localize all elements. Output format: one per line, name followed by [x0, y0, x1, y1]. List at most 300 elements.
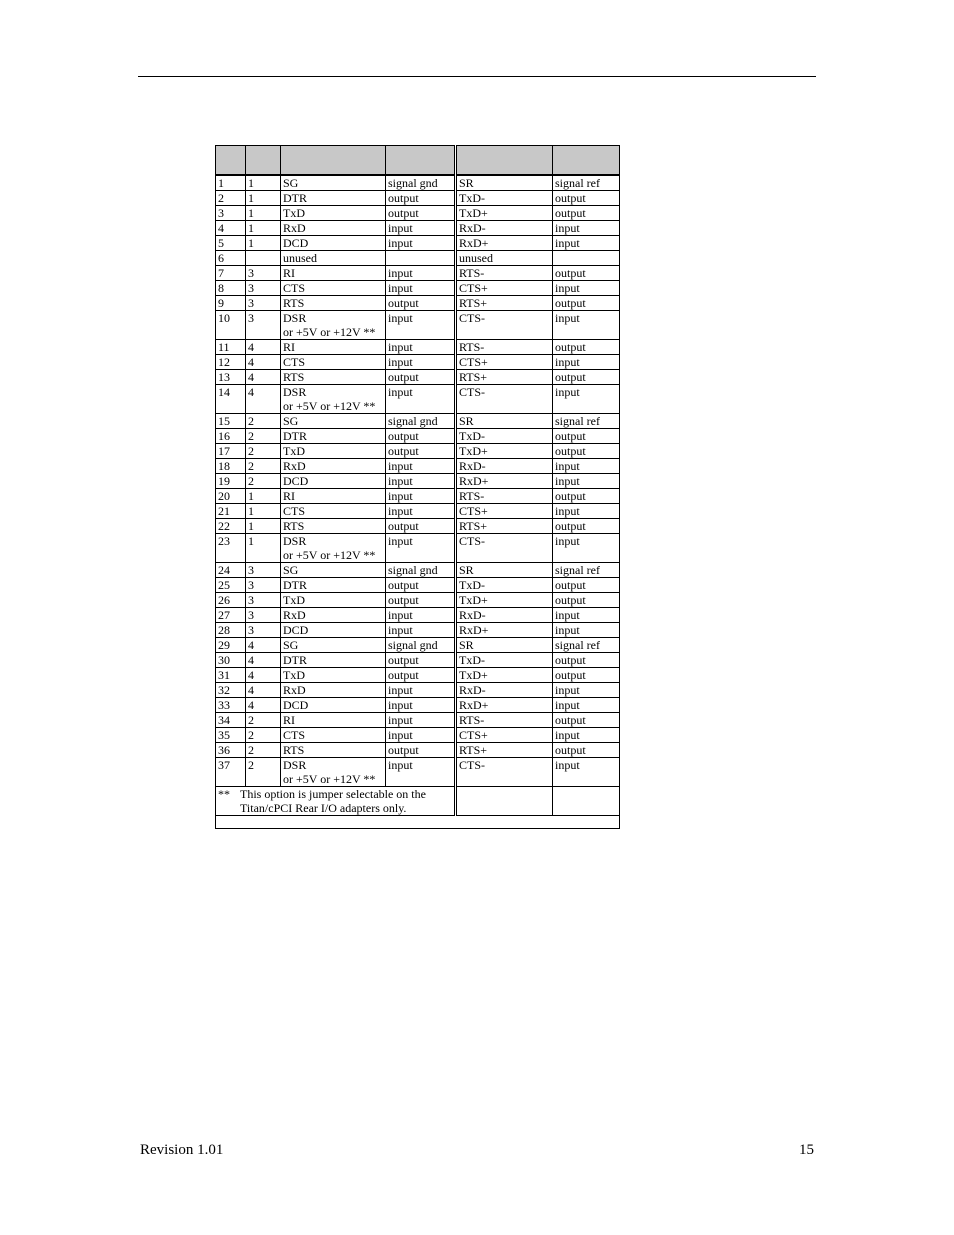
rs422-signal-cell-text: CTS-	[459, 534, 486, 548]
footnote-marker: **	[218, 787, 230, 801]
rs232-direction-cell-text: output	[388, 593, 419, 607]
port-cell	[246, 474, 281, 489]
rs232-signal-cell	[281, 758, 386, 787]
rs232-direction-cell	[386, 728, 456, 743]
rs232-signal-cell-text: DSR	[283, 534, 307, 548]
pin-cell-text: 30	[218, 653, 230, 667]
port-cell-text: 1	[248, 489, 254, 503]
pin-cell-text: 35	[218, 728, 230, 742]
rs232-signal-cell	[281, 221, 386, 236]
rs232-signal-cell-text: RTS	[283, 370, 305, 384]
footnote-cell	[216, 787, 456, 816]
rs232-direction-cell	[386, 668, 456, 683]
rs422-signal-cell-text: SR	[459, 414, 474, 428]
footnote-empty-cell	[553, 787, 620, 816]
rs232-direction-cell-text: input	[388, 713, 413, 727]
rs232-signal-cell	[281, 534, 386, 563]
rs232-direction-cell-text: input	[388, 504, 413, 518]
rs422-signal-cell-text: TxD+	[459, 593, 488, 607]
rs422-direction-cell-text: output	[555, 370, 586, 384]
rs232-signal-cell-text: DTR	[283, 653, 307, 667]
rs422-signal-cell-text: unused	[459, 251, 493, 265]
port-cell	[246, 563, 281, 578]
table-row	[216, 414, 620, 429]
rs232-signal-note-text: or +5V or +12V **	[283, 548, 376, 562]
pin-cell	[216, 221, 246, 236]
rs232-direction-cell-text: input	[388, 340, 413, 354]
port-cell-text: 1	[248, 206, 254, 220]
rs422-signal-cell-text: TxD+	[459, 668, 488, 682]
rs232-direction-cell-text: output	[388, 296, 419, 310]
rs232-direction-cell-text: output	[388, 206, 419, 220]
pin-cell	[216, 623, 246, 638]
rs232-signal-cell	[281, 608, 386, 623]
rs422-direction-cell	[553, 743, 620, 758]
port-cell-text: 4	[248, 638, 254, 652]
rs422-signal-cell	[456, 623, 553, 638]
rs232-signal-cell	[281, 251, 386, 266]
rs232-signal-cell-text: CTS	[283, 504, 306, 518]
rs422-direction-cell	[553, 489, 620, 504]
rs232-direction-cell	[386, 311, 456, 340]
table-row	[216, 489, 620, 504]
port-cell-text: 2	[248, 444, 254, 458]
pin-cell	[216, 429, 246, 444]
port-cell-text: 4	[248, 370, 254, 384]
rs232-signal-cell	[281, 519, 386, 534]
rs422-direction-cell	[553, 578, 620, 593]
rs232-signal-cell-text: RTS	[283, 519, 305, 533]
pin-cell	[216, 653, 246, 668]
rs232-direction-cell	[386, 519, 456, 534]
port-cell	[246, 221, 281, 236]
rs422-signal-cell	[456, 638, 553, 653]
table-row	[216, 340, 620, 355]
port-cell-text: 4	[248, 355, 254, 369]
rs422-direction-cell	[553, 593, 620, 608]
rs232-signal-cell	[281, 340, 386, 355]
port-cell-text: 1	[248, 221, 254, 235]
rs232-signal-cell-text: CTS	[283, 728, 306, 742]
header-cell-port	[246, 146, 281, 176]
rs232-direction-cell-text: input	[388, 266, 413, 280]
pin-cell-text: 18	[218, 459, 230, 473]
rs232-direction-cell-text: input	[388, 311, 413, 325]
pin-cell-text: 5	[218, 236, 224, 250]
rs422-signal-cell	[456, 251, 553, 266]
rs422-direction-cell-text: input	[555, 758, 580, 772]
rs422-direction-cell-text: signal ref	[555, 563, 600, 577]
header-cell-rs232-direction	[386, 146, 456, 176]
header-cell-rs422-signal	[456, 146, 553, 176]
table-row	[216, 311, 620, 340]
rs422-signal-cell-text: CTS-	[459, 311, 486, 325]
table-row	[216, 653, 620, 668]
rs232-signal-note-text: or +5V or +12V **	[283, 399, 376, 413]
table-row	[216, 623, 620, 638]
rs232-signal-cell	[281, 191, 386, 206]
table-row	[216, 236, 620, 251]
rs422-signal-cell	[456, 206, 553, 221]
rs422-direction-cell-text: output	[555, 668, 586, 682]
port-cell-text: 4	[248, 340, 254, 354]
table-row	[216, 474, 620, 489]
port-cell-text: 1	[248, 176, 254, 190]
rs422-direction-cell-text: signal ref	[555, 176, 600, 190]
rs232-signal-cell-text: CTS	[283, 355, 306, 369]
table-row	[216, 593, 620, 608]
rs232-direction-cell	[386, 578, 456, 593]
rs232-signal-cell	[281, 370, 386, 385]
rs232-direction-cell-text: input	[388, 281, 413, 295]
port-cell	[246, 370, 281, 385]
rs422-signal-cell-text: CTS+	[459, 355, 488, 369]
rs422-direction-cell-text: output	[555, 578, 586, 592]
pin-cell-text: 2	[218, 191, 224, 205]
port-cell	[246, 653, 281, 668]
rs232-signal-cell	[281, 355, 386, 370]
rs232-direction-cell-text: output	[388, 668, 419, 682]
pin-cell-text: 16	[218, 429, 230, 443]
pin-cell-text: 29	[218, 638, 230, 652]
rs422-direction-cell	[553, 758, 620, 787]
table-row	[216, 743, 620, 758]
rs232-direction-cell-text: input	[388, 221, 413, 235]
rs422-signal-cell	[456, 355, 553, 370]
rs232-direction-cell	[386, 713, 456, 728]
port-cell-text: 2	[248, 713, 254, 727]
rs422-signal-cell	[456, 191, 553, 206]
port-cell	[246, 206, 281, 221]
rs422-signal-cell	[456, 385, 553, 414]
rs422-direction-cell	[553, 296, 620, 311]
rs422-signal-cell-text: RTS-	[459, 340, 485, 354]
rs422-signal-cell-text: TxD-	[459, 429, 485, 443]
rs422-signal-cell	[456, 311, 553, 340]
table-row	[216, 429, 620, 444]
pin-cell	[216, 489, 246, 504]
rs232-signal-cell-text: RxD	[283, 608, 306, 622]
rs422-direction-cell-text: input	[555, 355, 580, 369]
rs422-direction-cell-text: input	[555, 728, 580, 742]
pin-cell	[216, 191, 246, 206]
rs422-signal-cell	[456, 698, 553, 713]
port-cell	[246, 698, 281, 713]
table-blank-row	[216, 816, 620, 829]
rs422-signal-cell	[456, 266, 553, 281]
rs422-direction-cell-text: output	[555, 429, 586, 443]
port-cell	[246, 578, 281, 593]
port-cell	[246, 534, 281, 563]
rs232-direction-cell-text: input	[388, 459, 413, 473]
rs422-signal-cell-text: SR	[459, 176, 474, 190]
rs232-signal-cell	[281, 623, 386, 638]
rs422-signal-cell	[456, 519, 553, 534]
rs232-direction-cell	[386, 266, 456, 281]
rs232-signal-cell	[281, 593, 386, 608]
rs422-direction-cell	[553, 608, 620, 623]
rs422-direction-cell-text: input	[555, 608, 580, 622]
rs422-direction-cell-text: input	[555, 221, 580, 235]
rs232-signal-cell-text: DSR	[283, 385, 307, 399]
rs232-signal-cell	[281, 444, 386, 459]
rs232-direction-cell	[386, 608, 456, 623]
rs422-signal-cell	[456, 474, 553, 489]
rs422-signal-cell	[456, 683, 553, 698]
rs232-direction-cell-text: output	[388, 370, 419, 384]
rs422-signal-cell	[456, 578, 553, 593]
port-cell	[246, 355, 281, 370]
rs422-signal-cell	[456, 296, 553, 311]
rs422-signal-cell-text: RTS+	[459, 296, 488, 310]
pin-cell-text: 33	[218, 698, 230, 712]
rs232-signal-cell-text: RI	[283, 713, 295, 727]
rs232-direction-cell	[386, 638, 456, 653]
rs232-signal-cell	[281, 638, 386, 653]
table-row	[216, 385, 620, 414]
rs232-direction-cell-text: output	[388, 191, 419, 205]
pin-cell-text: 1	[218, 176, 224, 190]
pin-cell-text: 10	[218, 311, 230, 325]
rs232-signal-cell-text: DCD	[283, 474, 309, 488]
rs232-direction-cell	[386, 758, 456, 787]
port-cell-text: 1	[248, 236, 254, 250]
pin-cell-text: 4	[218, 221, 224, 235]
rs232-direction-cell-text: input	[388, 728, 413, 742]
rs422-direction-cell	[553, 414, 620, 429]
rs232-direction-cell-text: input	[388, 534, 413, 548]
port-cell	[246, 266, 281, 281]
rs422-signal-cell-text: TxD-	[459, 653, 485, 667]
rs232-direction-cell-text: output	[388, 578, 419, 592]
rs232-direction-cell	[386, 459, 456, 474]
header-cell-rs422-direction	[553, 146, 620, 176]
rs422-signal-cell	[456, 653, 553, 668]
rs422-signal-cell-text: CTS+	[459, 504, 488, 518]
rs232-signal-cell-text: DSR	[283, 311, 307, 325]
rs422-signal-cell	[456, 444, 553, 459]
pin-cell-text: 12	[218, 355, 230, 369]
port-cell	[246, 281, 281, 296]
port-cell-text: 3	[248, 311, 254, 325]
port-cell	[246, 713, 281, 728]
rs232-signal-cell	[281, 429, 386, 444]
rs232-direction-cell	[386, 385, 456, 414]
rs232-signal-cell	[281, 281, 386, 296]
pin-cell-text: 24	[218, 563, 230, 577]
rs422-direction-cell	[553, 638, 620, 653]
port-cell	[246, 668, 281, 683]
port-cell	[246, 444, 281, 459]
pin-cell	[216, 340, 246, 355]
table-row	[216, 221, 620, 236]
rs422-direction-cell-text: output	[555, 191, 586, 205]
footer-revision: Revision 1.01	[140, 1142, 224, 1158]
rs232-signal-cell	[281, 668, 386, 683]
pin-cell-text: 21	[218, 504, 230, 518]
pinout-table	[215, 145, 620, 829]
rs422-signal-cell-text: RTS-	[459, 489, 485, 503]
table-row	[216, 563, 620, 578]
table-row	[216, 281, 620, 296]
pin-cell	[216, 713, 246, 728]
pin-cell	[216, 578, 246, 593]
rs422-signal-cell	[456, 743, 553, 758]
rs232-direction-cell-text: input	[388, 698, 413, 712]
rs422-direction-cell	[553, 355, 620, 370]
rs422-direction-cell-text: input	[555, 459, 580, 473]
port-cell	[246, 638, 281, 653]
rs232-direction-cell	[386, 698, 456, 713]
rs422-signal-cell-text: SR	[459, 563, 474, 577]
pin-cell	[216, 668, 246, 683]
table-row	[216, 713, 620, 728]
port-cell-text: 1	[248, 191, 254, 205]
rs232-direction-cell-text: input	[388, 385, 413, 399]
pin-cell	[216, 251, 246, 266]
rs232-signal-cell	[281, 728, 386, 743]
rs422-direction-cell	[553, 563, 620, 578]
rs232-signal-cell-text: SG	[283, 563, 299, 577]
port-cell-text: 4	[248, 653, 254, 667]
pin-cell	[216, 370, 246, 385]
rs232-signal-cell	[281, 414, 386, 429]
pin-cell-text: 32	[218, 683, 230, 697]
rs232-signal-cell	[281, 713, 386, 728]
port-cell	[246, 758, 281, 787]
port-cell-text: 4	[248, 698, 254, 712]
pin-cell-text: 20	[218, 489, 230, 503]
port-cell	[246, 251, 281, 266]
pin-cell	[216, 474, 246, 489]
rs232-direction-cell	[386, 593, 456, 608]
pin-cell	[216, 311, 246, 340]
table-row	[216, 504, 620, 519]
port-cell	[246, 429, 281, 444]
rs232-direction-cell	[386, 206, 456, 221]
rs422-signal-cell	[456, 593, 553, 608]
pin-cell-text: 25	[218, 578, 230, 592]
table-row	[216, 608, 620, 623]
rs232-direction-cell	[386, 175, 456, 191]
port-cell	[246, 519, 281, 534]
rs422-direction-cell	[553, 728, 620, 743]
rs232-signal-cell-text: unused	[283, 251, 317, 265]
pin-cell	[216, 758, 246, 787]
port-cell-text: 3	[248, 281, 254, 295]
port-cell-text: 3	[248, 296, 254, 310]
rs422-direction-cell	[553, 459, 620, 474]
rs232-direction-cell	[386, 340, 456, 355]
pin-cell	[216, 414, 246, 429]
table-row	[216, 175, 620, 191]
rs422-signal-cell-text: RTS+	[459, 743, 488, 757]
rs232-direction-cell	[386, 474, 456, 489]
rs422-signal-cell-text: SR	[459, 638, 474, 652]
rs232-direction-cell-text: output	[388, 743, 419, 757]
rs422-direction-cell	[553, 504, 620, 519]
port-cell	[246, 459, 281, 474]
rs422-direction-cell-text: input	[555, 474, 580, 488]
table-row	[216, 206, 620, 221]
rs422-direction-cell-text: output	[555, 340, 586, 354]
port-cell	[246, 608, 281, 623]
rs232-signal-cell	[281, 206, 386, 221]
rs232-signal-cell-text: SG	[283, 638, 299, 652]
rs422-direction-cell-text: input	[555, 236, 580, 250]
rs422-signal-cell-text: TxD-	[459, 578, 485, 592]
port-cell-text: 4	[248, 683, 254, 697]
pin-cell-text: 17	[218, 444, 230, 458]
port-cell	[246, 489, 281, 504]
rs232-signal-cell	[281, 563, 386, 578]
rs422-direction-cell	[553, 713, 620, 728]
rs232-signal-cell-text: TxD	[283, 206, 305, 220]
rs232-signal-cell	[281, 311, 386, 340]
rs422-direction-cell-text: input	[555, 623, 580, 637]
rs232-direction-cell	[386, 251, 456, 266]
rs422-signal-cell-text: RTS-	[459, 266, 485, 280]
rs422-direction-cell	[553, 429, 620, 444]
rs422-signal-cell-text: RxD-	[459, 459, 486, 473]
port-cell	[246, 623, 281, 638]
rs422-direction-cell	[553, 236, 620, 251]
footer-page-number: 15	[799, 1142, 814, 1158]
rs422-direction-cell-text: input	[555, 534, 580, 548]
pin-cell	[216, 698, 246, 713]
rs232-signal-cell-text: RxD	[283, 683, 306, 697]
rs232-signal-cell	[281, 578, 386, 593]
rs232-signal-cell-text: DSR	[283, 758, 307, 772]
rs232-direction-cell	[386, 236, 456, 251]
rs422-signal-cell	[456, 414, 553, 429]
rs422-signal-cell	[456, 370, 553, 385]
pin-cell-text: 22	[218, 519, 230, 533]
pin-cell	[216, 281, 246, 296]
rs422-signal-cell	[456, 281, 553, 296]
rs422-signal-cell	[456, 340, 553, 355]
port-cell-text: 1	[248, 534, 254, 548]
rs232-direction-cell-text: output	[388, 653, 419, 667]
rs232-direction-cell-text: input	[388, 608, 413, 622]
port-cell-text: 3	[248, 623, 254, 637]
header-cell-pin	[216, 146, 246, 176]
rs232-direction-cell-text: input	[388, 355, 413, 369]
pinout-table-body	[216, 146, 620, 829]
pin-cell-text: 3	[218, 206, 224, 220]
rs422-signal-cell	[456, 608, 553, 623]
rs232-direction-cell	[386, 534, 456, 563]
table-row	[216, 444, 620, 459]
table-row	[216, 355, 620, 370]
port-cell-text: 4	[248, 385, 254, 399]
table-row	[216, 698, 620, 713]
rs422-direction-cell	[553, 266, 620, 281]
rs422-signal-cell-text: TxD+	[459, 206, 488, 220]
rs232-signal-cell-text: DCD	[283, 698, 309, 712]
rs422-signal-cell	[456, 489, 553, 504]
rs422-signal-cell-text: RxD+	[459, 623, 489, 637]
pin-cell	[216, 728, 246, 743]
pin-cell-text: 13	[218, 370, 230, 384]
port-cell	[246, 296, 281, 311]
rs422-direction-cell	[553, 683, 620, 698]
rs232-signal-cell	[281, 459, 386, 474]
pin-cell	[216, 355, 246, 370]
rs422-signal-cell	[456, 534, 553, 563]
header-rule	[138, 76, 816, 77]
pin-cell-text: 19	[218, 474, 230, 488]
